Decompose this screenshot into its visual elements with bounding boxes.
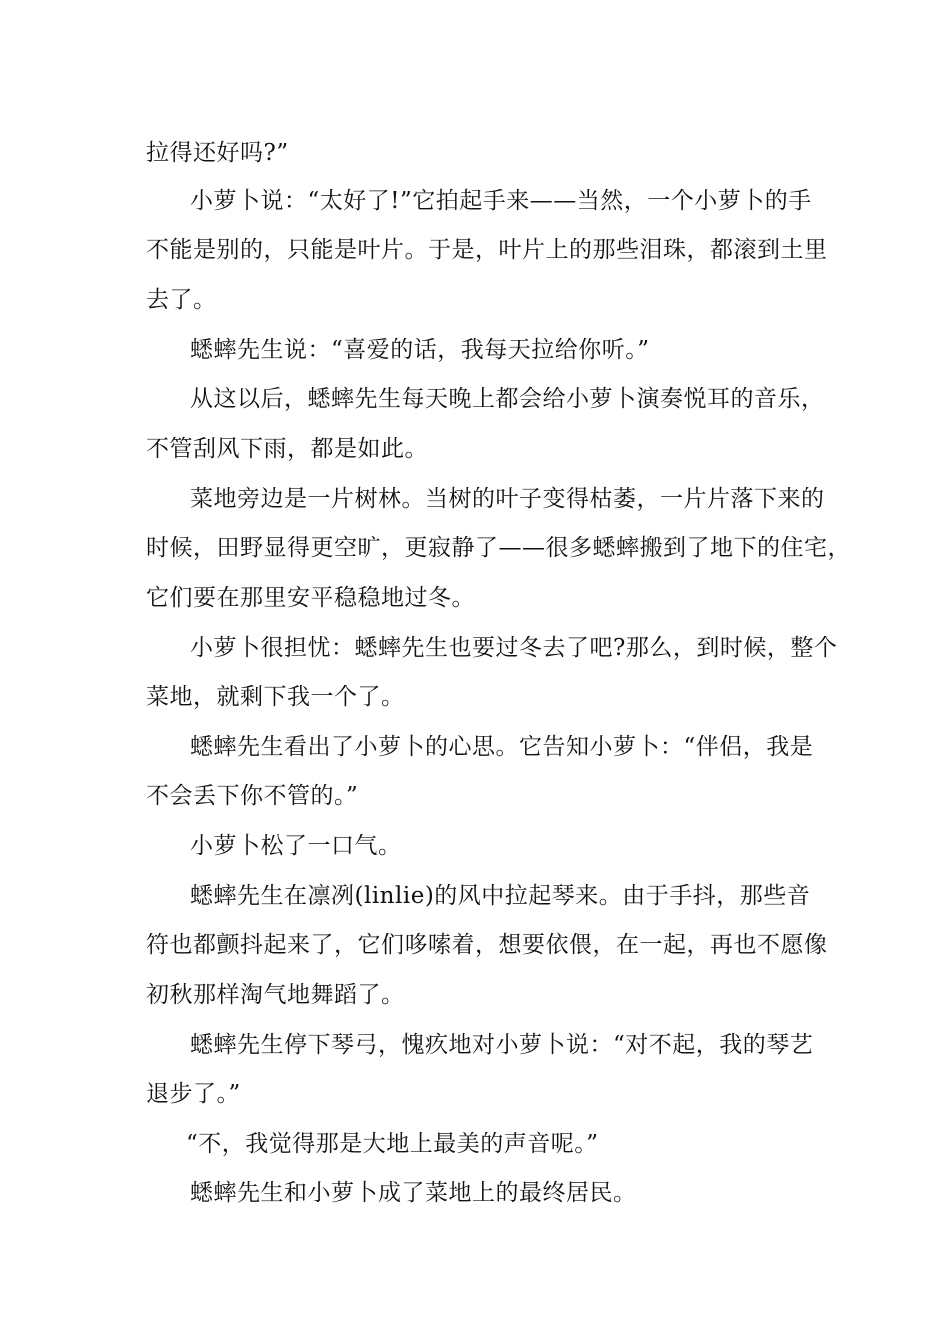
text-line-6: 从这以后，蟋蟀先生每天晚上都会给小萝卜演奏悦耳的音乐， (190, 386, 825, 412)
text-line-7: 不管刮风下雨，都是如此。 (146, 436, 428, 462)
text-line-22: 蟋蟀先生和小萝卜成了菜地上的最终居民。 (190, 1180, 637, 1206)
text-line-3: 不能是别的，只能是叶片。于是，叶片上的那些泪珠，都滚到土里 (146, 237, 828, 263)
text-line-5: 蟋蟀先生说：“喜爱的话，我每天拉给你听。” (190, 337, 650, 363)
text-line-14: 不会丢下你不管的。” (146, 783, 359, 809)
text-line-18: 初秋那样淘气地舞蹈了。 (146, 982, 405, 1008)
text-line-19: 蟋蟀先生停下琴弓，愧疚地对小萝卜说：“对不起，我的琴艺 (190, 1032, 814, 1058)
text-line-12: 菜地，就剩下我一个了。 (146, 684, 405, 710)
text-line-1: 拉得还好吗?” (146, 140, 289, 166)
text-line-20: 退步了。” (146, 1081, 241, 1107)
text-line-4: 去了。 (146, 287, 217, 313)
text-line-11: 小萝卜很担忧：蟋蟀先生也要过冬去了吧?那么，到时候，整个 (190, 635, 838, 661)
text-line-8: 菜地旁边是一片树林。当树的叶子变得枯萎，一片片落下来的 (190, 486, 825, 512)
text-line-13: 蟋蟀先生看出了小萝卜的心思。它告知小萝卜：“伴侣，我是 (190, 734, 814, 760)
text-line-10: 它们要在那里安平稳稳地过冬。 (146, 585, 475, 611)
text-line-21: “不，我觉得那是大地上最美的声音呢。” (186, 1131, 599, 1157)
text-line-9: 时候，田野显得更空旷，更寂静了——很多蟋蟀搬到了地下的住宅， (146, 535, 851, 561)
text-line-17: 符也都颤抖起来了，它们哆嗦着，想要依偎，在一起，再也不愿像 (146, 932, 828, 958)
text-line-15: 小萝卜松了一口气。 (190, 833, 402, 859)
text-line-2: 小萝卜说：“太好了!”它拍起手来——当然，一个小萝卜的手 (190, 188, 812, 214)
text-line-16: 蟋蟀先生在凛冽(linlie)的风中拉起琴来。由于手抖，那些音 (190, 883, 811, 909)
